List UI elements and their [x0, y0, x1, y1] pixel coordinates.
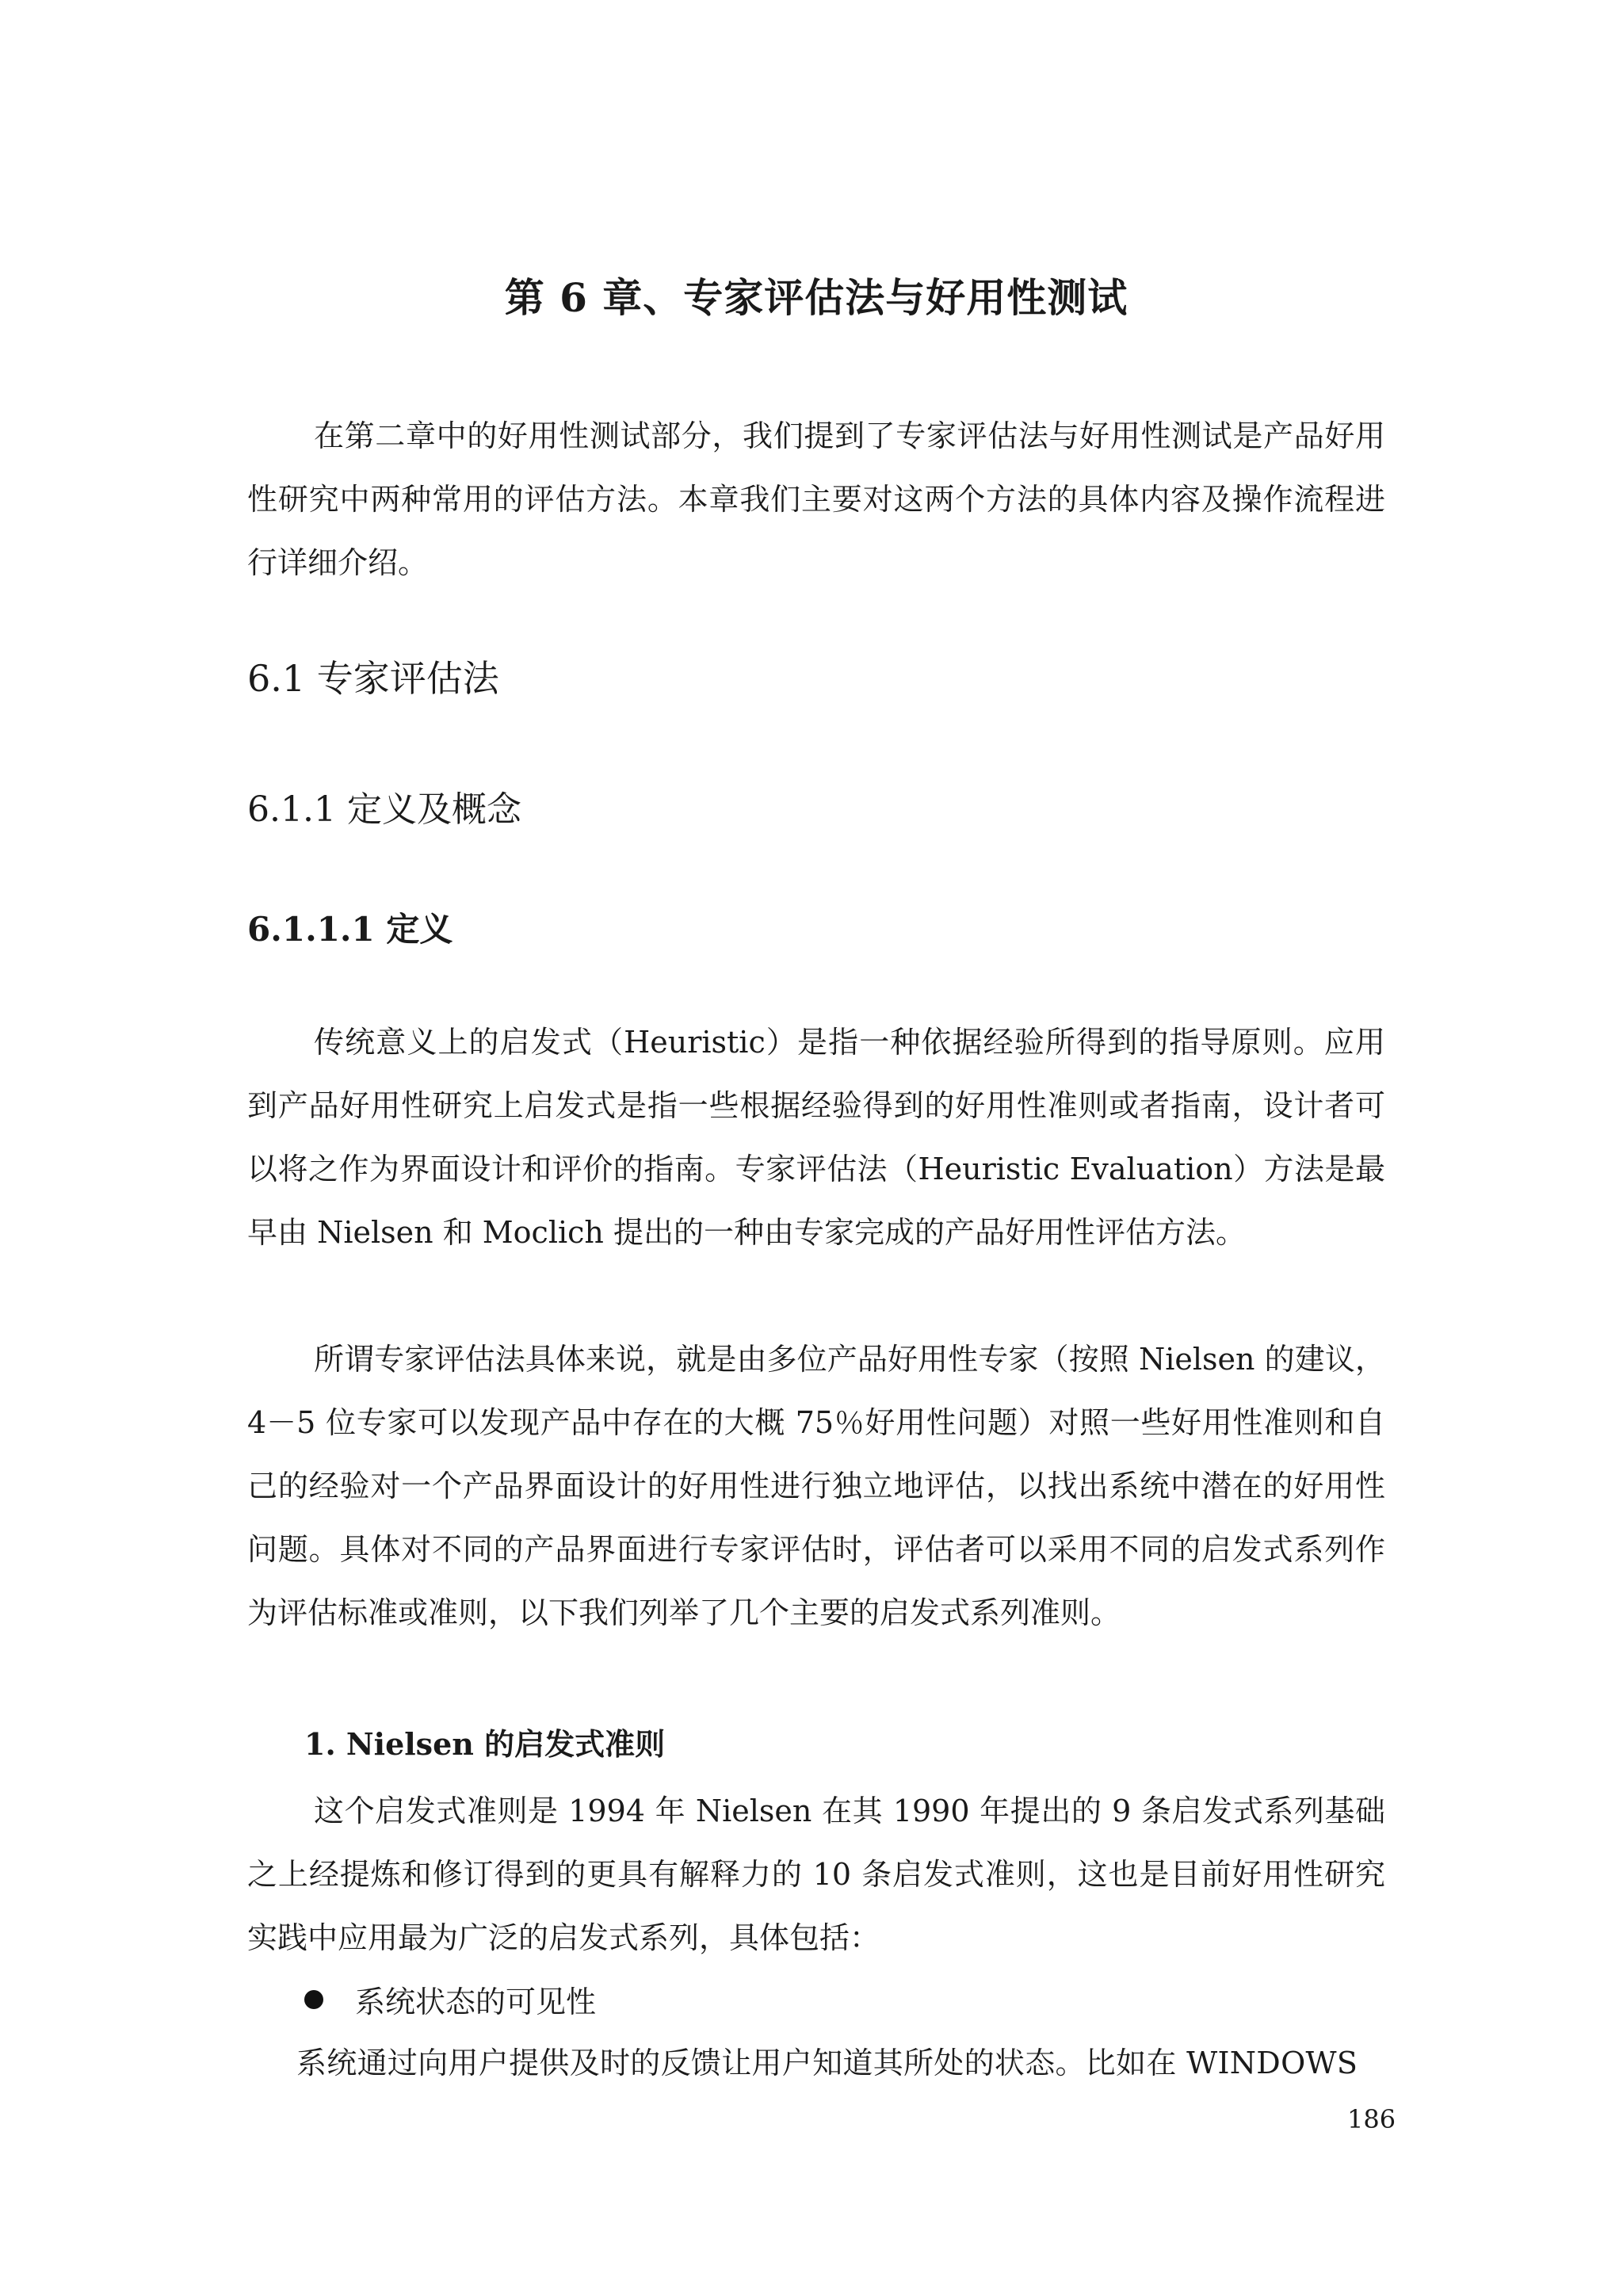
- definition-paragraph: 传统意义上的启发式（Heuristic）是指一种依据经验所得到的指导原则。应用到产品好用性研究上启发式是指一些根据经验得到的好用性准则或者指南，设计者可以将之作为界面设计和评价的指南。专家评估法（Heuristic Evaluation）方法是最早由 Nielsen 和 Moclich 提出的一种由专家完成的产品好用性评估方法。: [247, 1025, 1385, 1250]
- page-number: 186: [1347, 2104, 1396, 2134]
- section-heading-6-1-1-1: 6.1.1.1 定义: [247, 910, 453, 949]
- nielsen-paragraph: 这个启发式准则是 1994 年 Nielsen 在其 1990 年提出的 9 条启发式系列基础之上经提炼和修订得到的更具有解释力的 10 条启发式准则，这也是目前好用性研究实践中应用最为广泛的启发式系列，具体包括：: [247, 1794, 1385, 1955]
- list-heading-nielsen: 1. Nielsen 的启发式准则: [304, 1726, 666, 1762]
- bullet-dot-icon: [304, 1990, 323, 2009]
- section-heading-6-1-1: 6.1.1 定义及概念: [247, 789, 521, 830]
- bullet-item: [304, 1977, 596, 2021]
- method-paragraph: 所谓专家评估法具体来说，就是由多位产品好用性专家（按照 Nielsen 的建议，4－5 位专家可以发现产品中存在的大概 75％好用性问题）对照一些好用性准则和自己的经验对一个产品界面设计的好用性进行独立地评估，以找出系统中潜在的好用性问题。具体对不同的产品界面进行专家评估时，评估者可以采用不同的启发式系列作为评估标准或准则，以下我们列举了几个主要的启发式系列准则。: [247, 1342, 1385, 1630]
- continued-paragraph: 系统通过向用户提供及时的反馈让用户知道其所处的状态。比如在 WINDOWS: [296, 2046, 1358, 2080]
- intro-paragraph: 在第二章中的好用性测试部分，我们提到了专家评估法与好用性测试是产品好用性研究中两种常用的评估方法。本章我们主要对这两个方法的具体内容及操作流程进行详细介绍。: [247, 418, 1385, 580]
- chapter-title: 第 6 章、专家评估法与好用性测试: [504, 274, 1128, 321]
- bullet-text: 系统状态的可见性: [355, 1985, 597, 2019]
- section-heading-6-1: 6.1 专家评估法: [247, 657, 499, 700]
